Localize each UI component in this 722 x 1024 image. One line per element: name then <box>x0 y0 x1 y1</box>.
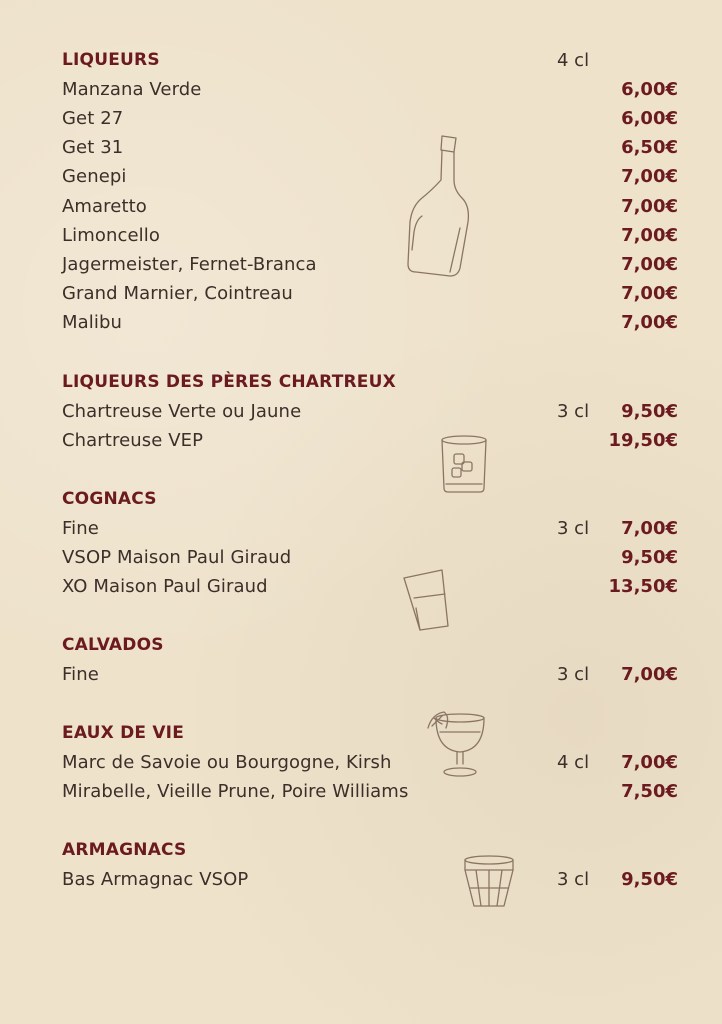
item-price: 9,50€ <box>621 401 678 422</box>
section-title: ARMAGNACS <box>62 840 187 860</box>
section-heading-calvados <box>62 631 678 660</box>
liqueur-bottle-icon <box>404 132 476 280</box>
menu-item <box>62 397 678 426</box>
menu-item <box>62 162 678 191</box>
menu-item <box>62 104 678 133</box>
item-volume: 3 cl <box>557 518 590 539</box>
item-price: 13,50€ <box>608 576 678 597</box>
item-name: Fine <box>62 518 99 539</box>
item-price: 9,50€ <box>621 547 678 568</box>
section-title: CALVADOS <box>62 635 164 655</box>
item-price: 6,00€ <box>621 108 678 129</box>
item-name: Jagermeister, Fernet-Branca <box>62 254 317 275</box>
item-price: 7,00€ <box>621 225 678 246</box>
cocktail-glass-icon <box>424 706 488 782</box>
menu-item <box>62 426 678 455</box>
section-heading-chartreux <box>62 368 678 397</box>
section-heading-eaux-de-vie <box>62 719 678 748</box>
item-name: Amaretto <box>62 196 147 217</box>
menu-item <box>62 543 678 572</box>
item-volume: 3 cl <box>557 869 590 890</box>
item-name: Manzana Verde <box>62 79 202 100</box>
menu-item <box>62 308 678 337</box>
item-price: 6,50€ <box>621 137 678 158</box>
item-name: Marc de Savoie ou Bourgogne, Kirsh <box>62 752 392 773</box>
menu-item <box>62 279 678 308</box>
menu-item <box>62 748 678 777</box>
shot-glass-icon <box>400 568 452 634</box>
tumbler-glass-icon <box>436 434 492 496</box>
menu-item <box>62 75 678 104</box>
item-name: XO Maison Paul Giraud <box>62 576 268 597</box>
section-title: LIQUEURS DES PÈRES CHARTREUX <box>62 372 396 392</box>
item-price: 7,50€ <box>621 781 678 802</box>
menu-item <box>62 572 678 601</box>
section-title: LIQUEURS <box>62 50 160 70</box>
menu-item <box>62 865 678 894</box>
item-price: 7,00€ <box>621 664 678 685</box>
item-price: 7,00€ <box>621 312 678 333</box>
menu-item <box>62 221 678 250</box>
item-volume: 3 cl <box>557 401 590 422</box>
item-price: 19,50€ <box>608 430 678 451</box>
item-name: Mirabelle, Vieille Prune, Poire Williams <box>62 781 409 802</box>
item-name: Malibu <box>62 312 122 333</box>
section-title: EAUX DE VIE <box>62 723 185 743</box>
item-volume: 4 cl <box>557 752 590 773</box>
item-price: 7,00€ <box>621 752 678 773</box>
item-name: Get 27 <box>62 108 124 129</box>
item-name: Bas Armagnac VSOP <box>62 869 249 890</box>
item-name: Limoncello <box>62 225 160 246</box>
item-name: Get 31 <box>62 137 124 158</box>
menu-item <box>62 777 678 806</box>
menu-item <box>62 660 678 689</box>
item-price: 7,00€ <box>621 166 678 187</box>
item-price: 7,00€ <box>621 283 678 304</box>
menu-item <box>62 250 678 279</box>
menu-item <box>62 514 678 543</box>
section-title: COGNACS <box>62 489 157 509</box>
item-name: Grand Marnier, Cointreau <box>62 283 293 304</box>
menu-item <box>62 133 678 162</box>
item-price: 7,00€ <box>621 518 678 539</box>
item-name: Fine <box>62 664 99 685</box>
item-price: 7,00€ <box>621 254 678 275</box>
section-volume: 4 cl <box>557 50 590 71</box>
item-price: 7,00€ <box>621 196 678 217</box>
item-volume: 3 cl <box>557 664 590 685</box>
faceted-glass-icon <box>460 854 518 910</box>
section-heading-cognacs <box>62 485 678 514</box>
item-name: Genepi <box>62 166 127 187</box>
section-heading-liqueurs <box>62 46 678 75</box>
menu-item <box>62 192 678 221</box>
item-name: Chartreuse Verte ou Jaune <box>62 401 302 422</box>
item-name: Chartreuse VEP <box>62 430 204 451</box>
item-name: VSOP Maison Paul Giraud <box>62 547 292 568</box>
item-price: 6,00€ <box>621 79 678 100</box>
item-price: 9,50€ <box>621 869 678 890</box>
section-heading-armagnacs <box>62 836 678 865</box>
